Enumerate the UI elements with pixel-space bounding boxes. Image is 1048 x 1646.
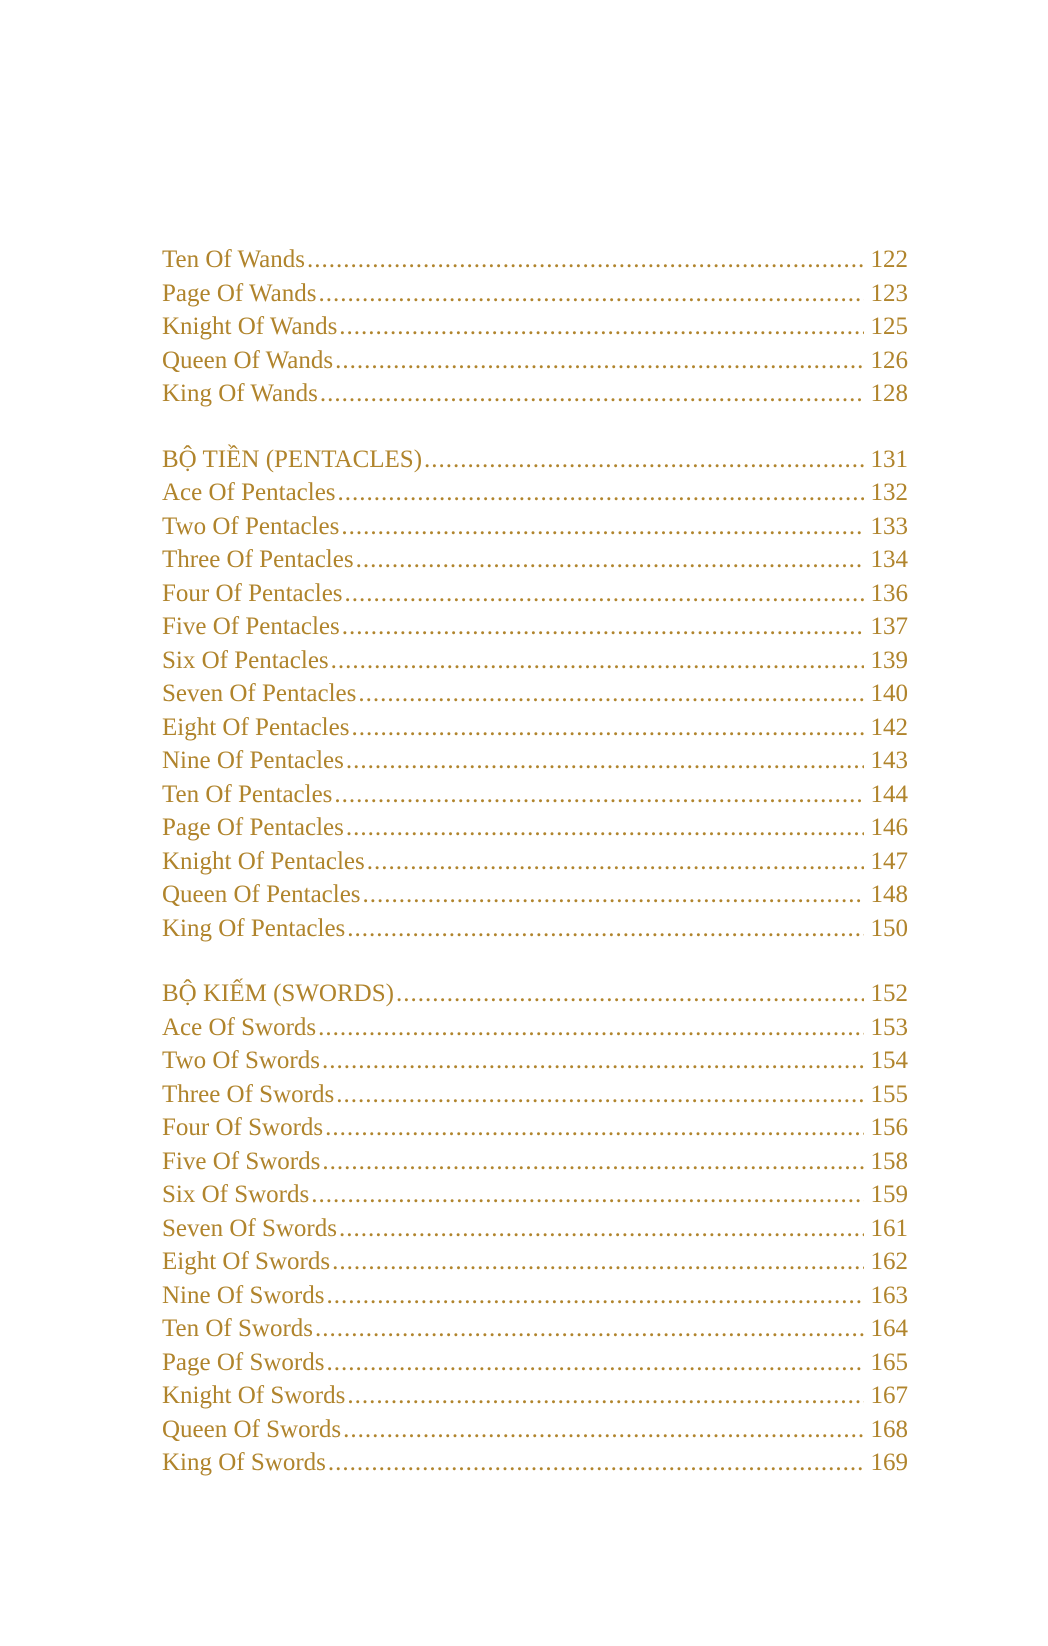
dot-leader xyxy=(341,510,864,544)
toc-entry-label: Six Of Pentacles xyxy=(162,646,329,674)
toc-entry-label: Seven Of Swords xyxy=(162,1214,337,1242)
toc-entry[interactable] xyxy=(162,1044,908,1078)
toc-entry-page-number: 159 xyxy=(870,1181,908,1208)
dot-leader xyxy=(343,1413,864,1447)
dot-leader xyxy=(331,644,864,678)
toc-entry[interactable] xyxy=(162,377,908,411)
toc-entry[interactable] xyxy=(162,1245,908,1279)
toc-entry-label: Page Of Wands xyxy=(162,279,317,307)
dot-leader xyxy=(339,310,864,344)
dot-leader xyxy=(307,243,864,277)
dot-leader xyxy=(332,1245,864,1279)
dot-leader xyxy=(356,543,864,577)
toc-entry[interactable] xyxy=(162,310,908,344)
toc-entry-page-number: 139 xyxy=(870,646,908,674)
toc-entry-label: Three Of Swords xyxy=(162,1080,335,1108)
toc-entry[interactable] xyxy=(162,443,908,477)
toc-entry-label: BỘ KIẾM (SWORDS) xyxy=(162,980,394,1007)
toc-entry[interactable] xyxy=(162,1379,908,1413)
toc-entry-page-number: 125 xyxy=(870,313,908,340)
toc-entry[interactable] xyxy=(162,1312,908,1346)
toc-entry-label: Ace Of Swords xyxy=(162,1013,317,1041)
dot-leader xyxy=(367,845,864,879)
dot-leader xyxy=(327,1279,865,1313)
dot-leader xyxy=(351,711,864,745)
dot-leader xyxy=(339,1212,864,1246)
toc-entry-label: Two Of Swords xyxy=(162,1047,320,1074)
toc-entry-page-number: 131 xyxy=(870,445,908,473)
dot-leader xyxy=(322,1145,864,1179)
dot-leader xyxy=(328,1446,864,1480)
dot-leader xyxy=(334,778,864,812)
toc-entry-label: Knight Of Swords xyxy=(162,1382,346,1409)
toc-entry-label: Five Of Pentacles xyxy=(162,613,340,640)
toc-entry-label: Six Of Swords xyxy=(162,1181,310,1208)
toc-entry[interactable] xyxy=(162,1212,908,1246)
toc-entry[interactable] xyxy=(162,1446,908,1480)
toc-entry-page-number: 144 xyxy=(870,780,908,808)
toc-entry-label: Queen Of Wands xyxy=(162,346,334,374)
dot-leader xyxy=(322,1044,864,1078)
toc-entry-page-number: 164 xyxy=(870,1315,908,1342)
toc-entry-page-number: 137 xyxy=(870,613,908,640)
toc-entry-page-number: 154 xyxy=(870,1047,908,1074)
toc-entry[interactable] xyxy=(162,878,908,912)
toc-entry[interactable] xyxy=(162,811,908,845)
dot-leader xyxy=(315,1312,864,1346)
toc-entry[interactable] xyxy=(162,543,908,577)
toc-entry-page-number: 163 xyxy=(870,1281,908,1309)
toc-entry-page-number: 126 xyxy=(870,346,908,374)
dot-leader xyxy=(325,1111,864,1145)
toc-entry-page-number: 132 xyxy=(870,479,908,506)
toc-entry-page-number: 155 xyxy=(870,1080,908,1108)
dot-leader xyxy=(347,1379,864,1413)
dot-leader xyxy=(327,1346,865,1380)
toc-entry[interactable] xyxy=(162,1346,908,1380)
toc-entry[interactable] xyxy=(162,1279,908,1313)
toc-entry-page-number: 136 xyxy=(870,579,908,607)
toc-entry-label: Nine Of Pentacles xyxy=(162,747,344,774)
toc-entry[interactable] xyxy=(162,1178,908,1212)
dot-leader xyxy=(311,1178,864,1212)
toc-entry-page-number: 158 xyxy=(870,1147,908,1175)
toc-entry-page-number: 153 xyxy=(870,1013,908,1041)
toc-entry-page-number: 134 xyxy=(870,546,908,573)
toc-entry-label: Ten Of Wands xyxy=(162,246,305,273)
toc-entry-label: King Of Pentacles xyxy=(162,914,346,942)
toc-section xyxy=(162,977,908,1480)
toc-entry-page-number: 147 xyxy=(870,847,908,875)
toc-entry[interactable] xyxy=(162,510,908,544)
toc-entry[interactable] xyxy=(162,644,908,678)
toc-entry-label: Four Of Pentacles xyxy=(162,579,343,607)
toc-entry-label: Three Of Pentacles xyxy=(162,546,354,573)
dot-leader xyxy=(424,443,864,477)
toc-entry-page-number: 165 xyxy=(870,1348,908,1376)
dot-leader xyxy=(318,277,864,311)
toc-entry[interactable] xyxy=(162,845,908,879)
toc-entry-label: Eight Of Pentacles xyxy=(162,713,350,741)
toc-entry[interactable] xyxy=(162,1145,908,1179)
toc-entry[interactable] xyxy=(162,476,908,510)
toc-entry-label: Nine Of Swords xyxy=(162,1281,325,1309)
toc-entry[interactable] xyxy=(162,344,908,378)
dot-leader xyxy=(318,1011,864,1045)
toc-entry-page-number: 143 xyxy=(870,747,908,774)
toc-entry-label: Ten Of Swords xyxy=(162,1315,314,1342)
toc-entry[interactable] xyxy=(162,1111,908,1145)
toc-entry-label: Knight Of Wands xyxy=(162,313,338,340)
dot-leader xyxy=(342,610,864,644)
toc-entry-label: Two Of Pentacles xyxy=(162,512,340,540)
toc-entry-page-number: 142 xyxy=(870,713,908,741)
toc-entry-label: Page Of Pentacles xyxy=(162,814,344,841)
toc-section xyxy=(162,443,908,946)
table-of-contents xyxy=(162,243,908,1480)
toc-entry-page-number: 168 xyxy=(870,1415,908,1443)
dot-leader xyxy=(320,377,864,411)
toc-entry-label: Eight Of Swords xyxy=(162,1248,331,1275)
toc-entry-label: Queen Of Pentacles xyxy=(162,881,361,908)
toc-entry[interactable] xyxy=(162,577,908,611)
toc-entry-label: Queen Of Swords xyxy=(162,1415,342,1443)
dot-leader xyxy=(396,977,864,1011)
dot-leader xyxy=(363,878,864,912)
toc-entry-page-number: 123 xyxy=(870,279,908,307)
dot-leader xyxy=(338,476,864,510)
toc-entry[interactable] xyxy=(162,977,908,1011)
toc-entry-label: King Of Wands xyxy=(162,380,318,407)
dot-leader xyxy=(346,811,864,845)
toc-entry[interactable] xyxy=(162,912,908,946)
toc-entry-page-number: 133 xyxy=(870,512,908,540)
toc-entry[interactable] xyxy=(162,677,908,711)
toc-entry[interactable] xyxy=(162,1413,908,1447)
toc-entry-page-number: 162 xyxy=(870,1248,908,1275)
toc-entry-label: Ten Of Pentacles xyxy=(162,780,333,808)
toc-entry-page-number: 161 xyxy=(870,1214,908,1242)
toc-entry-page-number: 169 xyxy=(870,1449,908,1476)
toc-entry[interactable] xyxy=(162,1011,908,1045)
dot-leader xyxy=(346,744,864,778)
toc-entry[interactable] xyxy=(162,778,908,812)
toc-entry-label: King Of Swords xyxy=(162,1449,326,1476)
toc-entry-page-number: 146 xyxy=(870,814,908,841)
toc-entry-label: Five Of Swords xyxy=(162,1147,321,1175)
toc-entry[interactable] xyxy=(162,744,908,778)
toc-entry-label: Ace Of Pentacles xyxy=(162,479,336,506)
dot-leader xyxy=(336,1078,864,1112)
dot-leader xyxy=(358,677,864,711)
toc-entry-page-number: 156 xyxy=(870,1114,908,1141)
dot-leader xyxy=(335,344,864,378)
dot-leader xyxy=(345,577,864,611)
toc-entry-label: Page Of Swords xyxy=(162,1348,325,1376)
toc-entry-label: Seven Of Pentacles xyxy=(162,680,357,707)
toc-entry-page-number: 148 xyxy=(870,881,908,908)
toc-entry[interactable] xyxy=(162,711,908,745)
toc-entry-page-number: 152 xyxy=(870,980,908,1007)
toc-entry-page-number: 140 xyxy=(870,680,908,707)
toc-entry[interactable] xyxy=(162,1078,908,1112)
toc-entry[interactable] xyxy=(162,243,908,277)
toc-entry-page-number: 128 xyxy=(870,380,908,407)
toc-entry-page-number: 150 xyxy=(870,914,908,942)
toc-section xyxy=(162,243,908,411)
toc-entry-page-number: 167 xyxy=(870,1382,908,1409)
toc-entry-label: Knight Of Pentacles xyxy=(162,847,365,875)
toc-entry[interactable] xyxy=(162,277,908,311)
toc-entry-label: Four Of Swords xyxy=(162,1114,324,1141)
toc-entry[interactable] xyxy=(162,610,908,644)
dot-leader xyxy=(347,912,864,946)
toc-entry-label: BỘ TIỀN (PENTACLES) xyxy=(162,445,423,473)
toc-entry-page-number: 122 xyxy=(870,246,908,273)
